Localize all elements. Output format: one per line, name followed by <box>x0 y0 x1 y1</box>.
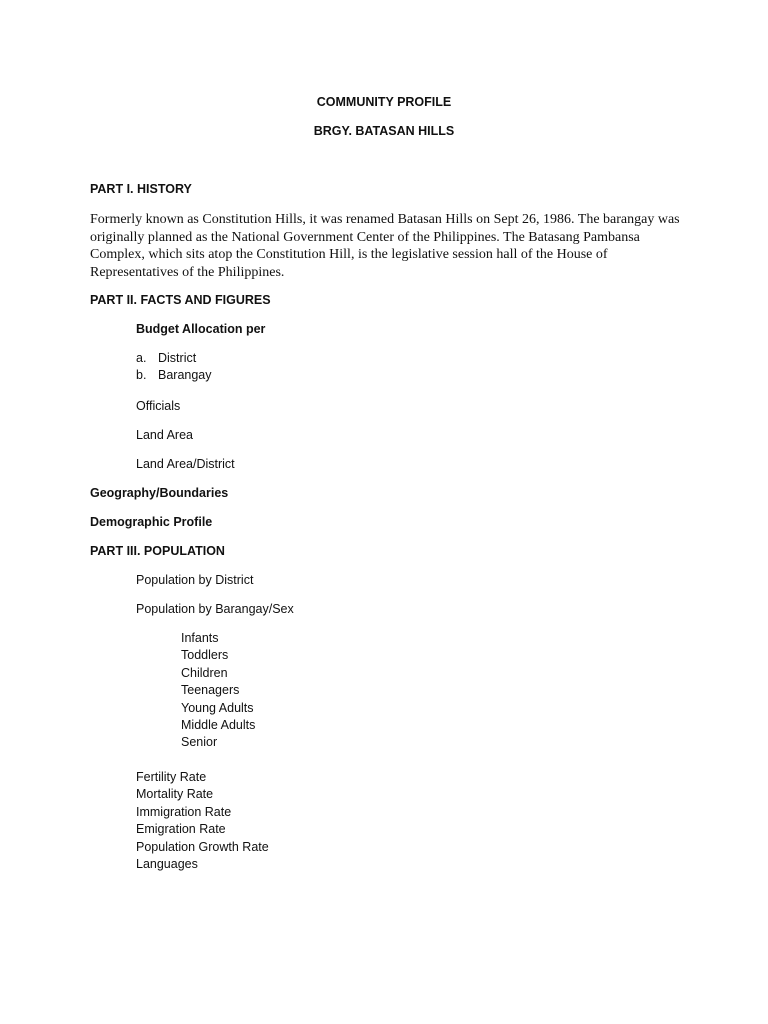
history-line: Formerly known as Constitution Hills, it was renamed Batasan Hills on Sept 26, 1986. The barangay was <box>90 212 680 227</box>
part3-heading: PART III. POPULATION <box>90 544 225 558</box>
rates-list <box>136 769 269 873</box>
officials-label: Officials <box>136 399 181 413</box>
history-paragraph <box>90 211 680 281</box>
budget-list <box>136 350 212 385</box>
age-group-item: Children <box>181 665 228 680</box>
history-line: originally planned as the National Government Center of the Philippines. The Batasang Pambansa <box>90 229 640 245</box>
age-group-item: Senior <box>181 735 218 750</box>
budget-allocation-label: Budget Allocation per <box>136 322 266 336</box>
land-area-label: Land Area <box>136 428 193 442</box>
age-group-item: Toddlers <box>181 648 229 663</box>
rate-item: Emigration Rate <box>136 822 226 837</box>
demographic-heading: Demographic Profile <box>90 515 213 529</box>
list-item-label: Barangay <box>158 368 212 383</box>
rate-item: Population Growth Rate <box>136 839 269 854</box>
document-subtitle: BRGY. BATASAN HILLS <box>313 124 455 138</box>
rate-item: Languages <box>136 856 198 871</box>
age-group-list <box>181 630 255 752</box>
land-area-district-label: Land Area/District <box>136 457 235 471</box>
rate-item: Immigration Rate <box>136 804 232 819</box>
age-group-item: Infants <box>181 631 219 645</box>
history-line: Complex, which sits atop the Constitution Hill, is the legislative session hall of the House of <box>90 247 608 262</box>
population-by-district: Population by District <box>136 573 254 587</box>
rate-item: Mortality Rate <box>136 787 214 802</box>
part2-heading: PART II. FACTS AND FIGURES <box>90 293 271 307</box>
document-title: COMMUNITY PROFILE <box>316 95 452 109</box>
list-marker: a. <box>136 351 147 365</box>
list-item-label: District <box>158 351 197 365</box>
age-group-item: Middle Adults <box>181 717 256 732</box>
age-group-item: Young Adults <box>181 700 254 715</box>
geography-heading: Geography/Boundaries <box>90 486 229 500</box>
population-by-barangay-sex: Population by Barangay/Sex <box>136 602 294 616</box>
age-group-item: Teenagers <box>181 683 240 698</box>
list-marker: b. <box>136 368 147 383</box>
part1-heading: PART I. HISTORY <box>90 182 192 196</box>
list-item <box>136 350 212 367</box>
list-item <box>136 367 212 384</box>
history-line: Representatives of the Philippines. <box>90 264 285 280</box>
rate-item: Fertility Rate <box>136 770 207 784</box>
